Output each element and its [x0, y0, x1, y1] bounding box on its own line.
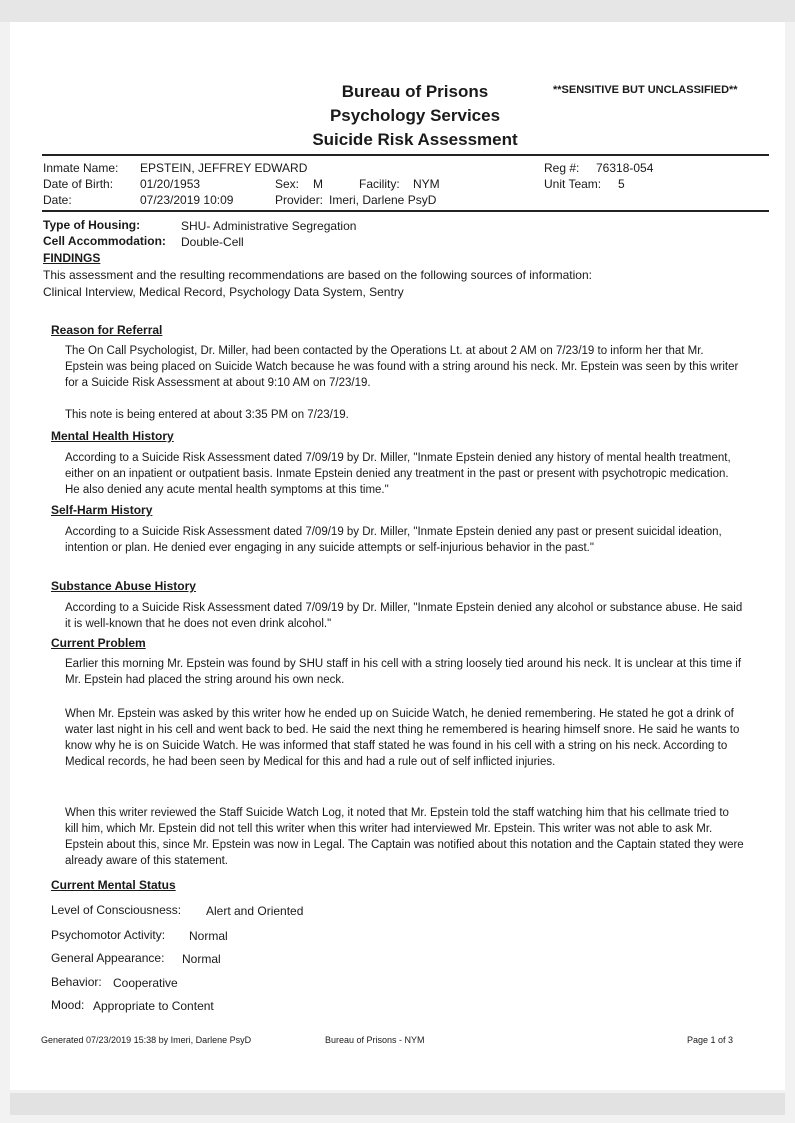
self-harm-text: According to a Suicide Risk Assessment dated 7/09/19 by Dr. Miller, "Inmate Epstein denied any past or present suicidal ideation, intention or plan. He denied ever engaging in any suicide attempts or self-injurious behavior in the past."	[65, 526, 722, 554]
facility-label: Facility:	[359, 177, 400, 191]
title-psychology: Psychology Services	[329, 106, 501, 125]
unit-value: 5	[618, 177, 625, 191]
psychomotor-value: Normal	[189, 929, 228, 943]
facility-value: NYM	[413, 177, 440, 191]
unit-label: Unit Team:	[544, 177, 602, 191]
footer-page-number: Page 1 of 3	[687, 1035, 734, 1045]
consciousness-label: Level of Consciousness:	[51, 903, 182, 917]
housing-type-value: SHU- Administrative Segregation	[181, 219, 357, 233]
appearance-value: Normal	[182, 952, 221, 966]
inmate-name: EPSTEIN, JEFFREY EDWARD	[140, 161, 308, 175]
mental-health-text: According to a Suicide Risk Assessment dated 7/09/19 by Dr. Miller, "Inmate Epstein denied any history of mental health treatment, either on an inpatient or outpatient basis. Inmate Epstein denied any treatment in the past or present with psychotropic medication. He also denied any acute mental health symptoms at this time."	[65, 452, 731, 496]
provider-label: Provider:	[275, 193, 324, 207]
date-value: 07/23/2019 10:09	[140, 193, 234, 207]
provider-value: Imeri, Darlene PsyD	[329, 193, 437, 207]
reason-heading: Reason for Referral	[51, 323, 163, 337]
current-problem-paragraph-1: Earlier this morning Mr. Epstein was found by SHU staff in his cell with a string loosely tied around his neck. It is unclear at this time if Mr. Epstein had placed the string around his own neck.	[65, 658, 742, 686]
mental-status-heading: Current Mental Status	[51, 878, 176, 892]
findings-heading: FINDINGS	[43, 251, 101, 265]
current-problem-paragraph-2: When Mr. Epstein was asked by this writer how he ended up on Suicide Watch, he denied remembering. He stated he got a drink of water last night in his cell and went back to bed. He said the next thing he remembered is hearing himself snore. He said he wants to know why he is on Suicide Watch. He was informed that staff stated he was found in his cell with a string on his neck. According to Medical records, he had been seen by Medical for this and had a rule out of self inflicted injuries.	[65, 708, 740, 768]
dob-value: 01/20/1953	[140, 177, 201, 191]
date-label: Date:	[43, 193, 72, 207]
reg-value: 76318-054	[596, 161, 654, 175]
sex-value: M	[313, 177, 323, 191]
reason-paragraph-1: The On Call Psychologist, Dr. Miller, had been contacted by the Operations Lt. at about 2 AM on 7/23/19 to inform her that Mr. Epstein was being placed on Suicide Watch because he was found with a string around his neck. Mr. Epstein was seen by this writer for a Suicide Risk Assessment at about 9:10 AM on 7/23/19.	[65, 345, 739, 389]
reg-label: Reg #:	[544, 161, 580, 175]
behavior-value: Cooperative	[113, 976, 178, 990]
self-harm-heading: Self-Harm History	[51, 503, 153, 517]
viewer-bottom-bar	[10, 1093, 785, 1115]
consciousness-value: Alert and Oriented	[206, 904, 304, 918]
findings-intro: This assessment and the resulting recommendations are based on the following sources of information:	[43, 268, 592, 282]
info-rule	[42, 210, 769, 212]
behavior-label: Behavior:	[51, 975, 102, 989]
psychomotor-label: Psychomotor Activity:	[51, 928, 166, 942]
substance-text: According to a Suicide Risk Assessment dated 7/09/19 by Dr. Miller, "Inmate Epstein denied any alcohol or substance abuse. He said it is well-known that he does not even drink alcohol."	[65, 602, 743, 630]
current-problem-heading: Current Problem	[51, 636, 146, 650]
dob-label: Date of Birth:	[43, 177, 114, 191]
substance-heading: Substance Abuse History	[51, 579, 196, 593]
current-problem-paragraph-3: When this writer reviewed the Staff Suicide Watch Log, it noted that Mr. Epstein told the staff watching him that his cellmate tried to kill him, which Mr. Epstein did not tell this writer when this writer had interviewed Mr. Epstein. This writer was not able to ask Mr. Epstein about this, since Mr. Epstein was now in Legal. The Captain was notified about this notation and the Captain stated they were already aware of this statement.	[65, 807, 744, 867]
reason-paragraph-2: This note is being entered at about 3:35 PM on 7/23/19.	[65, 409, 349, 421]
appearance-label: General Appearance:	[51, 951, 165, 965]
mental-health-heading: Mental Health History	[51, 429, 174, 443]
cell-value: Double-Cell	[181, 235, 244, 249]
findings-sources: Clinical Interview, Medical Record, Psychology Data System, Sentry	[43, 285, 404, 299]
inmate-name-label: Inmate Name:	[43, 161, 119, 175]
cell-label: Cell Accommodation:	[43, 234, 166, 248]
mood-label: Mood:	[51, 998, 85, 1012]
document-page	[10, 22, 785, 1090]
housing-type-label: Type of Housing:	[43, 218, 141, 232]
title-bureau: Bureau of Prisons	[341, 82, 489, 101]
title-assessment: Suicide Risk Assessment	[312, 130, 518, 149]
header-rule	[42, 154, 769, 156]
footer-bureau: Bureau of Prisons - NYM	[325, 1035, 425, 1045]
sex-label: Sex:	[275, 177, 300, 191]
sensitivity-marking: **SENSITIVE BUT UNCLASSIFIED**	[553, 84, 738, 96]
viewer-top-bar	[0, 0, 795, 22]
mood-value: Appropriate to Content	[93, 999, 214, 1013]
footer-generated: Generated 07/23/2019 15:38 by Imeri, Darlene PsyD	[41, 1035, 252, 1045]
